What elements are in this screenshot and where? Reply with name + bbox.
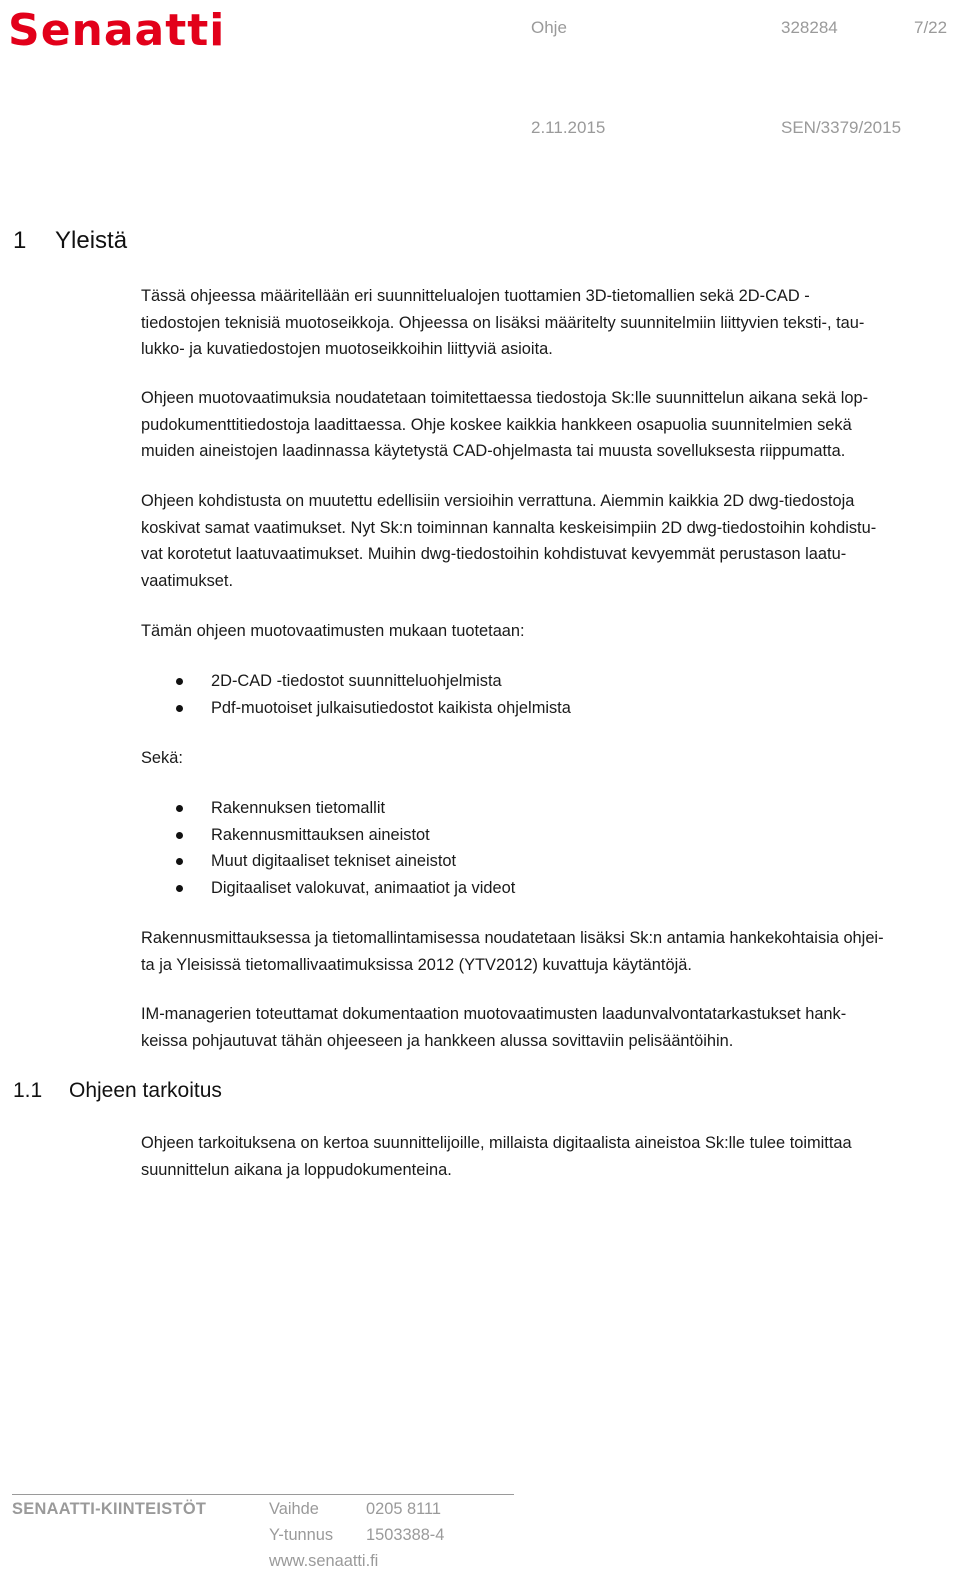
bullet-icon — [176, 705, 183, 712]
text-line: tiedostojen teknisiä muotoseikkoja. Ohjeessa on lisäksi määritelty suunnitelmiin liittyvien teksti-, tau- — [141, 313, 865, 332]
text-line: Rakennusmittauksessa ja tietomallintamisessa noudatetaan lisäksi Sk:n antamia hankekohtaisia ohjei- — [141, 929, 884, 947]
bullet-icon — [176, 678, 183, 685]
footer-phone-label: Vaihde — [269, 1500, 319, 1518]
doc-number: 328284 — [781, 18, 838, 37]
doc-reference: SEN/3379/2015 — [781, 118, 902, 137]
bullet-icon — [176, 858, 183, 865]
text-line: Tässä ohjeessa määritellään eri suunnittelualojen tuottamien 3D-tietomallien sekä 2D-CAD - — [141, 287, 810, 305]
paragraph-im-managers — [141, 1001, 956, 1054]
subsection-number: 1.1 — [13, 1079, 43, 1102]
text-line: Ohjeen tarkoituksena on kertoa suunnittelijoille, millaista digitaalista aineistoa Sk:lle tulee toimittaa — [141, 1134, 852, 1152]
text-line: Ohjeen muotovaatimuksia noudatetaan toimitettaessa tiedostoja Sk:lle suunnittelun aikana sekä lop- — [141, 389, 869, 407]
list-item-text: 2D-CAD -tiedostot suunnitteluohjelmista — [211, 672, 502, 690]
paragraph-scope-change — [141, 488, 956, 594]
text-line: suunnittelun aikana ja loppudokumenteina. — [141, 1160, 452, 1179]
list-item — [176, 822, 515, 849]
bullet-icon — [176, 832, 183, 839]
bullet-list-produced — [176, 668, 571, 721]
bullet-icon — [176, 885, 183, 892]
text-line: Ohjeen kohdistusta on muutettu edellisiin versioihin verrattuna. Aiemmin kaikkia 2D dwg-tiedostoja — [141, 492, 855, 510]
text-line: keissa pohjautuvat tähän ohjeeseen ja hankkeen alussa sovittaviin pelisääntöihin. — [141, 1031, 734, 1050]
list-item — [176, 848, 515, 875]
list-item-text: Rakennusmittauksen aineistot — [211, 825, 430, 844]
paragraph-purpose — [141, 1130, 956, 1183]
doc-type: Ohje — [531, 18, 567, 37]
section-title: Yleistä — [55, 227, 128, 254]
paragraph-intro — [141, 283, 956, 363]
paragraph-surveying — [141, 925, 956, 978]
section-number: 1 — [13, 227, 27, 254]
list-item-text: Digitaaliset valokuvat, animaatiot ja videot — [211, 878, 516, 897]
text-line: muiden aineistojen laadinnassa käytetystä CAD-ohjelmasta tai muusta sovelluksesta riippumatta. — [141, 442, 846, 461]
text-line: vat korotetut laatuvaatimukset. Muihin dwg-tiedostoihin kohdistuvat kevyemmät perustason laatu- — [141, 545, 847, 564]
footer-id-label: Y-tunnus — [269, 1526, 334, 1544]
text-line: pudokumenttitiedostoja laadittaessa. Ohje koskee kaikkia hankkeen osapuolia suunnitelmien sekä — [141, 415, 852, 434]
paragraph-produced — [141, 618, 956, 645]
text-line: ta ja Yleisissä tietomallivaatimuksissa 2012 (YTV2012) kuvattuja käytäntöjä. — [141, 955, 692, 974]
paragraph-also — [141, 745, 956, 772]
page-number: 7/22 — [914, 18, 948, 37]
footer-id: 1503388-4 — [366, 1526, 445, 1544]
bullet-list-also — [176, 795, 515, 901]
list-item-text: Rakennuksen tietomallit — [211, 799, 386, 817]
text-line: lukko- ja kuvatiedostojen muotoseikkoihin liittyviä asioita. — [141, 340, 553, 359]
list-item — [176, 668, 571, 695]
subsection-title: Ohjeen tarkoitus — [69, 1079, 222, 1102]
footer-company: SENAATTI-KIINTEISTÖT — [12, 1500, 207, 1518]
list-item-text: Pdf-muotoiset julkaisutiedostot kaikista ohjelmista — [211, 698, 571, 717]
footer-website[interactable]: www.senaatti.fi — [269, 1552, 379, 1570]
text-line: IM-managerien toteuttamat dokumentaation muotovaatimusten laadunvalvontatarkastukset hank- — [141, 1005, 847, 1023]
text-line: Tämän ohjeen muotovaatimusten mukaan tuotetaan: — [141, 622, 525, 640]
text-line: Sekä: — [141, 749, 183, 767]
list-item — [176, 695, 571, 722]
footer-phone: 0205 8111 — [366, 1500, 442, 1518]
text-line: koskivat samat vaatimukset. Nyt Sk:n toiminnan kannalta keskeisimpiin 2D dwg-tiedostoihin kohdistu- — [141, 518, 877, 537]
text-line: vaatimukset. — [141, 571, 234, 590]
list-item — [176, 795, 515, 822]
paragraph-requirements — [141, 385, 956, 465]
doc-date: 2.11.2015 — [531, 118, 606, 137]
bullet-icon — [176, 805, 183, 812]
list-item-text: Muut digitaaliset tekniset aineistot — [211, 852, 457, 871]
list-item — [176, 875, 515, 902]
footer-divider — [12, 1494, 514, 1495]
senaatti-logo: Senaatti — [8, 5, 226, 56]
